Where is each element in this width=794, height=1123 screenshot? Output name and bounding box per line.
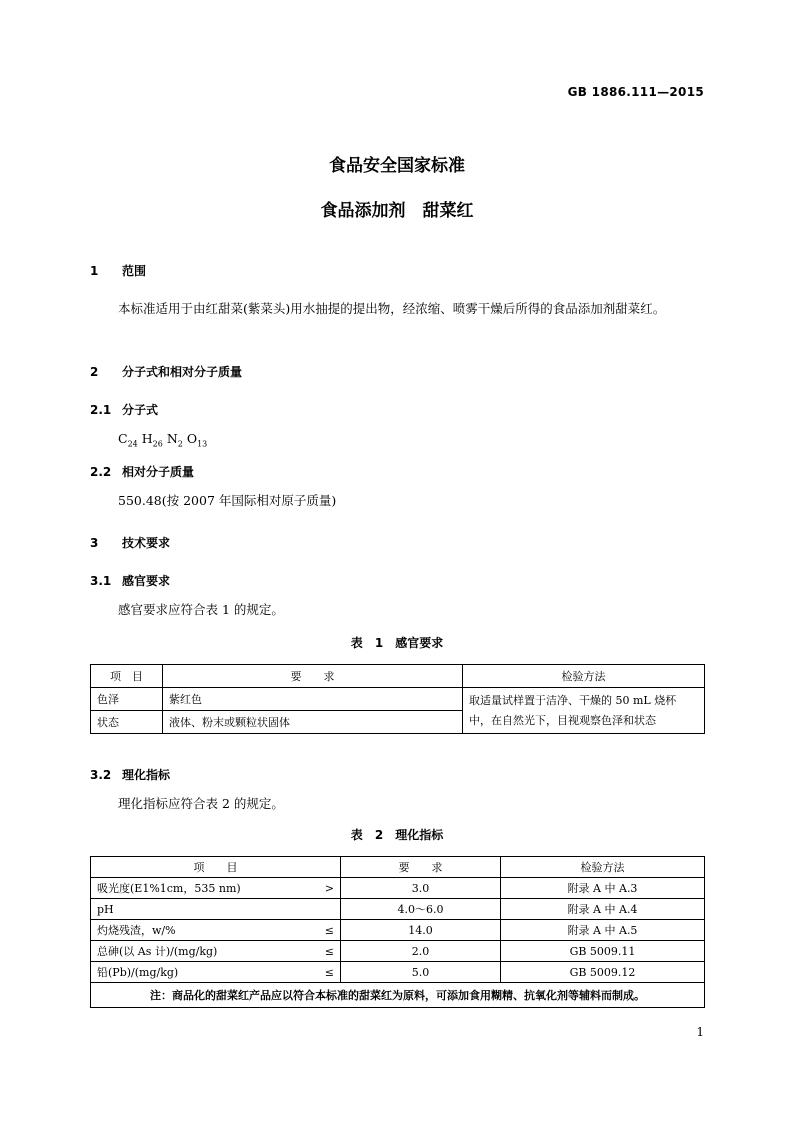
section-title: 分子式 <box>122 403 159 417</box>
operator-cell: > <box>291 878 341 899</box>
requirement-cell: 4.0～6.0 <box>341 899 501 920</box>
item-cell: 状态 <box>91 711 163 734</box>
section-2-2-heading <box>90 463 194 480</box>
section-number: 2.2 <box>90 465 112 479</box>
page-number: 1 <box>696 1025 704 1039</box>
column-header: 要 求 <box>341 857 501 878</box>
operator-cell <box>291 899 341 920</box>
section-number: 3.1 <box>90 574 112 588</box>
method-cell: GB 5009.11 <box>501 941 705 962</box>
item-cell: 灼烧残渣，w/% <box>91 920 291 941</box>
column-header: 项 目 <box>91 857 341 878</box>
requirement-cell: 14.0 <box>341 920 501 941</box>
section-1-text: 本标准适用于由红甜菜(紫菜头)用水抽提的提出物，经浓缩、喷雾干燥后所得的食品添加剂甜菜红。 <box>118 301 666 316</box>
section-3-1-text: 感官要求应符合表 1 的规定。 <box>118 602 284 617</box>
table-row <box>91 962 705 983</box>
section-3-1-heading <box>90 572 170 589</box>
method-cell: 附录 A 中 A.5 <box>501 920 705 941</box>
table-row <box>91 941 705 962</box>
section-title: 技术要求 <box>122 536 171 550</box>
operator-cell: ≤ <box>291 941 341 962</box>
table-2-caption: 表 2 理化指标 <box>350 828 444 842</box>
molecular-mass: 550.48(按 2007 年国际相对原子质量) <box>118 493 337 508</box>
operator-cell: ≤ <box>291 962 341 983</box>
section-2-heading <box>90 363 242 380</box>
column-header: 要 求 <box>163 665 463 688</box>
column-header: 检验方法 <box>501 857 705 878</box>
section-3-2-heading <box>90 766 170 783</box>
item-cell: 铅(Pb)/(mg/kg) <box>91 962 291 983</box>
document-subtitle: 食品添加剂 甜菜红 <box>320 201 474 221</box>
table-1-caption: 表 1 感官要求 <box>350 636 444 650</box>
section-title: 感官要求 <box>122 574 171 588</box>
item-cell: 色泽 <box>91 688 163 711</box>
method-cell: 附录 A 中 A.3 <box>501 878 705 899</box>
section-title: 范围 <box>122 264 147 278</box>
requirement-cell: 液体、粉末或颗粒状固体 <box>163 711 463 734</box>
sensory-table <box>90 664 705 734</box>
section-title: 理化指标 <box>122 768 171 782</box>
method-cell: 附录 A 中 A.4 <box>501 899 705 920</box>
table-note: 注：商品化的甜菜红产品应以符合本标准的甜菜红为原料，可添加食用糊精、抗氧化剂等辅料而制成。 <box>91 983 705 1008</box>
table-row <box>91 688 705 711</box>
method-cell: GB 5009.12 <box>501 962 705 983</box>
document-title: 食品安全国家标准 <box>329 156 465 176</box>
item-cell: 总砷(以 As 计)/(mg/kg) <box>91 941 291 962</box>
table-header-row <box>91 857 705 878</box>
section-1-heading <box>90 262 146 279</box>
section-title: 相对分子质量 <box>122 465 195 479</box>
requirement-cell: 2.0 <box>341 941 501 962</box>
requirement-cell: 5.0 <box>341 962 501 983</box>
requirement-cell: 3.0 <box>341 878 501 899</box>
section-number: 3.2 <box>90 768 112 782</box>
section-title: 分子式和相对分子质量 <box>122 365 243 379</box>
section-number: 3 <box>90 536 99 550</box>
section-number: 2 <box>90 365 99 379</box>
operator-cell: ≤ <box>291 920 341 941</box>
item-cell: 吸光度(E1%1cm，535 nm) <box>91 878 291 899</box>
section-number: 1 <box>90 264 99 278</box>
table-row <box>91 920 705 941</box>
section-2-1-heading <box>90 401 158 418</box>
table-header-row <box>91 665 705 688</box>
standard-code: GB 1886.111—2015 <box>567 85 704 99</box>
section-3-heading <box>90 534 170 551</box>
table-note-row <box>91 983 705 1008</box>
section-3-2-text: 理化指标应符合表 2 的规定。 <box>118 796 284 811</box>
requirement-cell: 紫红色 <box>163 688 463 711</box>
method-cell: 取适量试样置于洁净、干燥的 50 mL 烧杯中，在自然光下，目视观察色泽和状态 <box>463 688 705 734</box>
item-cell: pH <box>91 899 291 920</box>
table-row <box>91 899 705 920</box>
table-row <box>91 878 705 899</box>
column-header: 检验方法 <box>463 665 705 688</box>
column-header: 项 目 <box>91 665 163 688</box>
physicochemical-table <box>90 856 705 1008</box>
section-number: 2.1 <box>90 403 112 417</box>
molecular-formula: $C_{24}$ $H_{26}$ $N_2$ $O_{13}$ <box>118 431 208 449</box>
